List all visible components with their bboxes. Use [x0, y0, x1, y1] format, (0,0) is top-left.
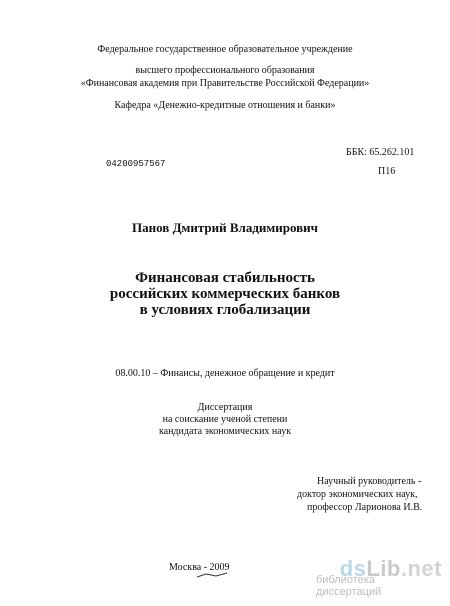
- registry-number: 04200957567: [106, 159, 166, 169]
- department-line: Кафедра «Денежно-кредитные отношения и банки»: [114, 100, 336, 111]
- pen-scratch-mark: [196, 571, 228, 579]
- supervisor-line-2: доктор экономических наук,: [297, 489, 418, 500]
- city-year: Москва - 2009: [169, 562, 230, 573]
- supervisor-line-1: Научный руководитель -: [317, 476, 422, 487]
- specialty-line: 08.00.10 – Финансы, денежное обращение и кредит: [115, 368, 335, 379]
- title-line-1: Финансовая стабильность: [135, 270, 315, 286]
- degree-line-3: кандидата экономических наук: [158, 426, 292, 437]
- supervisor-line-3: профессор Ларионова И.В.: [307, 502, 423, 513]
- dslib-watermark: [316, 556, 444, 600]
- author-name: Панов Дмитрий Владимирович: [132, 220, 318, 235]
- degree-line-2: на соискание ученой степени: [162, 414, 288, 425]
- logo-lib: Lib: [366, 556, 401, 581]
- author-mark: П16: [378, 166, 396, 177]
- bbk-code: ББК: 65.262.101: [346, 147, 415, 158]
- watermark-subtitle: библиотека диссертаций: [316, 574, 382, 598]
- institution-line-2: высшего профессионального образования: [135, 65, 315, 76]
- logo-ds: ds: [339, 556, 367, 581]
- title-line-2: российских коммерческих банков: [109, 286, 341, 302]
- institution-line-1: Федеральное государственное образовательное учреждение: [97, 44, 353, 55]
- logo-net: .net: [400, 556, 442, 581]
- institution-line-3: «Финансовая академия при Правительстве Российской Федерации»: [80, 78, 370, 89]
- degree-line-1: Диссертация: [197, 402, 253, 413]
- title-line-3: в условиях глобализации: [139, 302, 311, 318]
